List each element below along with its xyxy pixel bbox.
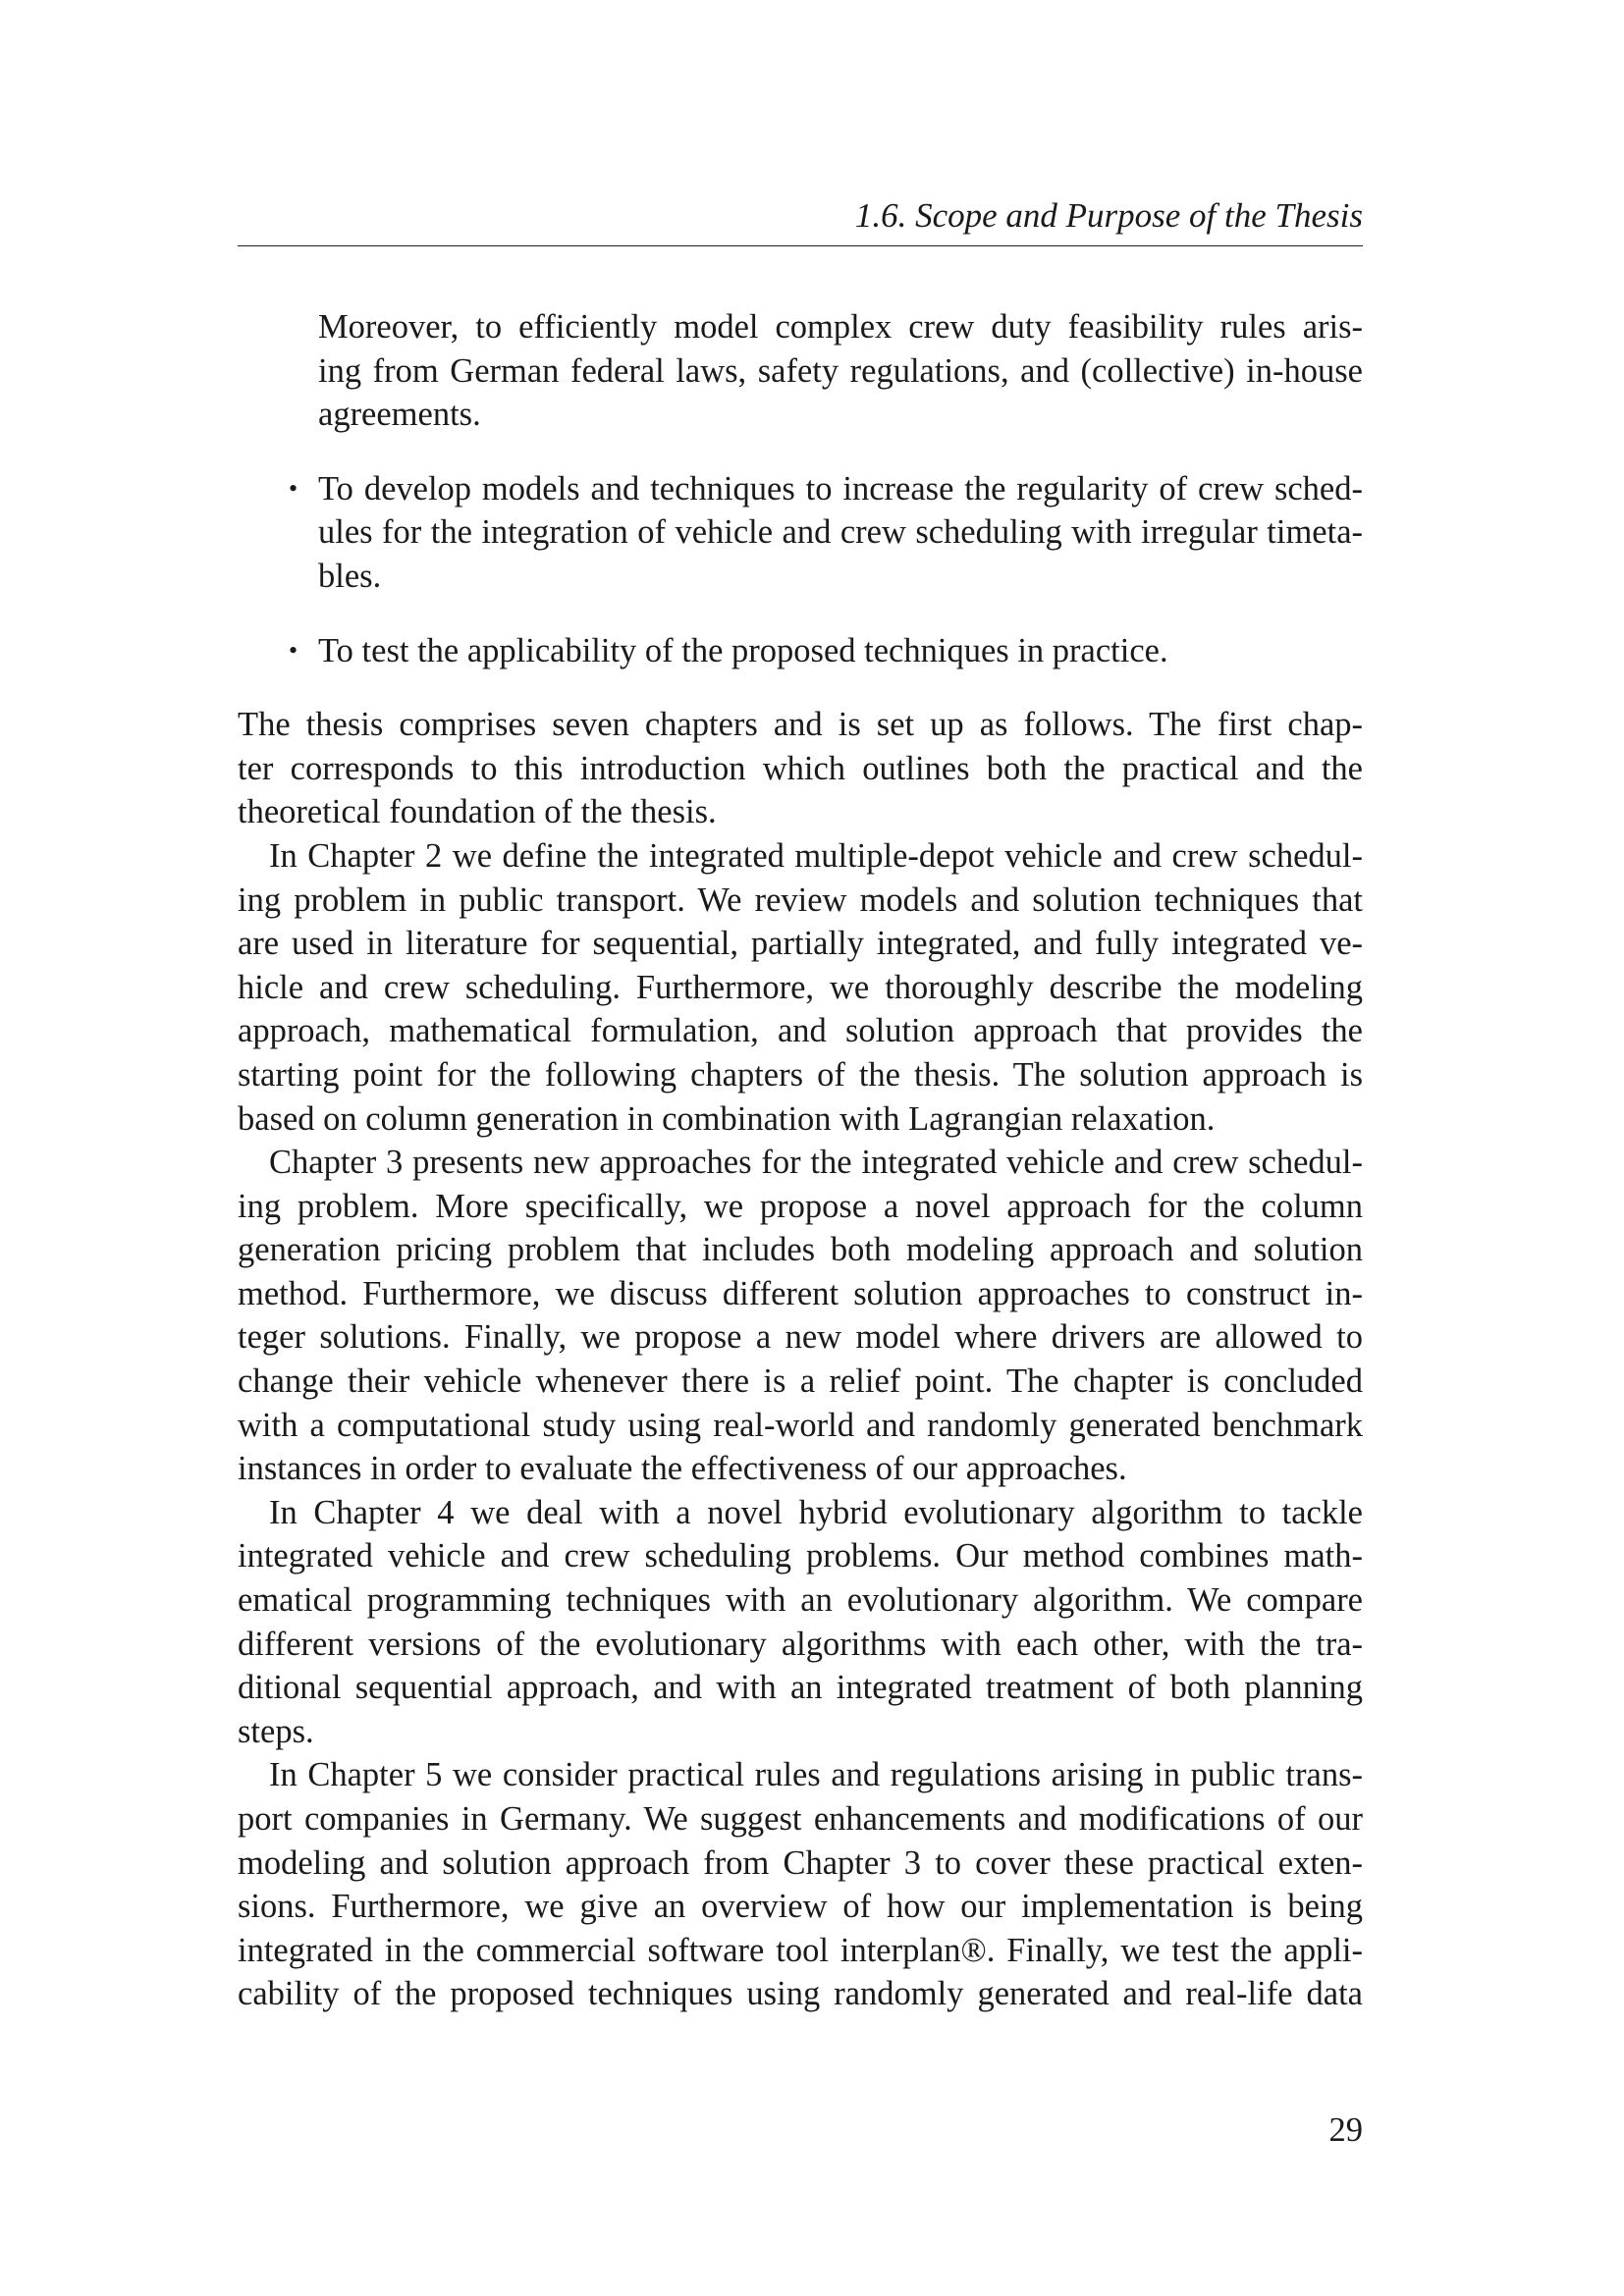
text-line: with a computational study using real-world and randomly generated benchmark [238,1406,1363,1444]
text-line: generation pricing problem that includes both modeling approach and solution [238,1231,1363,1269]
text-line: are used in literature for sequential, partially integrated, and fully integrated ve- [238,925,1363,963]
running-header: 1.6. Scope and Purpose of the Thesis [854,196,1363,235]
text-line: In Chapter 5 we consider practical rules and regulations arising in public trans- [269,1756,1363,1794]
text-line: cability of the proposed techniques using randomly generated and real-life data [238,1975,1363,2013]
text-line: teger solutions. Finally, we propose a new model where drivers are allowed to [238,1318,1363,1357]
text-line: method. Furthermore, we discuss different solution approaches to construct in- [238,1274,1363,1312]
paragraph [238,1491,1363,1754]
text-line: port companies in Germany. We suggest enhancements and modifications of our [238,1800,1363,1838]
text-line: To test the applicability of the proposed techniques in practice. [318,631,1168,669]
text-line: ditional sequential approach, and with an integrated treatment of both planning [238,1669,1363,1707]
text-line: The thesis comprises seven chapters and is set up as follows. The first chap- [238,706,1363,744]
bullet-item [238,629,1363,673]
text-line: ules for the integration of vehicle and crew scheduling with irregular timeta- [318,513,1363,552]
text-line: steps. [238,1712,314,1750]
page-number: 29 [1328,2111,1363,2149]
text-line: ematical programming techniques with an evolutionary algorithm. We compare [238,1581,1363,1620]
text-line: To develop models and techniques to increase the regularity of crew sched- [318,469,1363,507]
text-line: In Chapter 2 we define the integrated multiple-depot vehicle and crew schedul- [269,836,1363,875]
text-line: sions. Furthermore, we give an overview of how our implementation is being [238,1888,1363,1926]
paragraph [238,703,1363,834]
text-line: theoretical foundation of the thesis. [238,793,717,831]
text-line: hicle and crew scheduling. Furthermore, we thoroughly describe the modeling [238,968,1363,1006]
paragraph [238,1141,1363,1491]
text-line: integrated vehicle and crew scheduling problems. Our method combines math- [238,1537,1363,1575]
text-line: instances in order to evaluate the effectiveness of our approaches. [238,1450,1127,1488]
list-item-continuation [238,305,1363,437]
text-line: Chapter 3 presents new approaches for the integrated vehicle and crew schedul- [269,1144,1363,1182]
text-line: modeling and solution approach from Chapter 3 to cover these practical exten- [238,1843,1363,1882]
text-line: ing problem in public transport. We review models and solution techniques that [238,881,1363,919]
text-line: change their vehicle whenever there is a relief point. The chapter is concluded [238,1362,1363,1401]
bullet-icon: • [289,473,298,503]
text-line: starting point for the following chapters of the thesis. The solution approach is [238,1055,1363,1094]
text-line: ing from German federal laws, safety regulations, and (collective) in-house [318,351,1363,390]
text-line: ter corresponds to this introduction which outlines both the practical and the [238,749,1363,787]
text-line: different versions of the evolutionary algorithms with each other, with the tra- [238,1625,1363,1663]
text-line: In Chapter 4 we deal with a novel hybrid evolutionary algorithm to tackle [269,1493,1363,1531]
text-line: bles. [318,557,382,595]
text-line: ing problem. More specifically, we propose a novel approach for the column [238,1187,1363,1225]
text-line: integrated in the commercial software tool interplan®. Finally, we test the appli- [238,1931,1363,1969]
page-body [238,305,1363,2016]
bullet-item [238,467,1363,599]
paragraph [238,834,1363,1141]
header-rule [238,245,1363,246]
text-line: Moreover, to efficiently model complex crew duty feasibility rules aris- [318,308,1363,346]
paragraph [238,1753,1363,2016]
text-line: agreements. [318,396,481,434]
bullet-icon: • [289,635,298,665]
text-line: based on column generation in combination with Lagrangian relaxation. [238,1099,1216,1138]
text-line: approach, mathematical formulation, and solution approach that provides the [238,1012,1363,1050]
